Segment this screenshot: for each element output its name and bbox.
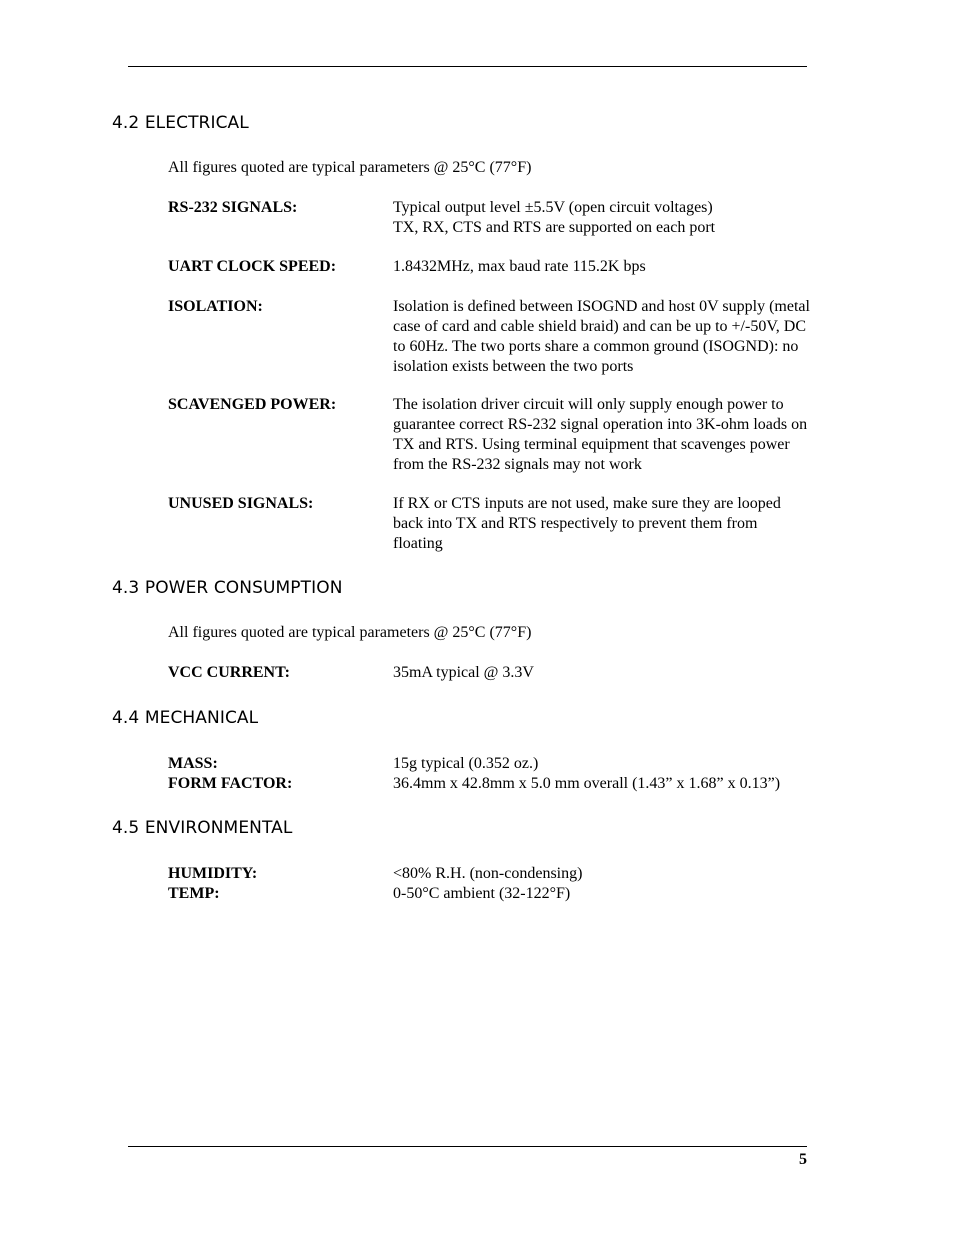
spec-value-line: guarantee correct RS-232 signal operation into 3K-ohm loads on: [393, 416, 808, 433]
spec-label: RS-232 SIGNALS:: [168, 199, 298, 216]
spec-label: UART CLOCK SPEED:: [168, 258, 337, 275]
spec-value: [393, 774, 845, 794]
spec-value-line: 35mA typical @ 3.3V: [393, 664, 534, 681]
spec-value-line: from the RS-232 signals may not work: [393, 456, 642, 473]
section-intro: All figures quoted are typical parameters @ 25°C (77°F): [168, 159, 532, 176]
spec-value-line: back into TX and RTS respectively to prevent them from: [393, 515, 758, 532]
section-heading-power-consumption: 4.3 POWER CONSUMPTION: [112, 578, 343, 598]
spec-value-line: to 60Hz. The two ports share a common ground (ISOGND): no: [393, 338, 799, 355]
spec-value-line: <80% R.H. (non-condensing): [393, 865, 583, 882]
spec-value: [393, 395, 845, 475]
spec-label: FORM FACTOR:: [168, 775, 293, 792]
footer-rule: [128, 1146, 807, 1147]
spec-value-line: 1.8432MHz, max baud rate 115.2K bps: [393, 258, 646, 275]
spec-value-line: floating: [393, 535, 443, 552]
spec-value-line: 0-50°C ambient (32-122°F): [393, 885, 571, 902]
section-intro: All figures quoted are typical parameters @ 25°C (77°F): [168, 624, 532, 641]
page-number: 5: [799, 1151, 807, 1168]
spec-value-line: Typical output level ±5.5V (open circuit voltages): [393, 199, 713, 216]
spec-value-line: The isolation driver circuit will only supply enough power to: [393, 396, 784, 413]
spec-value-line: 15g typical (0.352 oz.): [393, 755, 539, 772]
spec-value: [393, 754, 845, 774]
section-heading-electrical: 4.2 ELECTRICAL: [112, 113, 249, 133]
spec-value: [393, 663, 845, 683]
spec-value: [393, 494, 845, 554]
spec-label: SCAVENGED POWER:: [168, 396, 337, 413]
spec-value-line: TX, RX, CTS and RTS are supported on each port: [393, 219, 716, 236]
spec-value-line: 36.4mm x 42.8mm x 5.0 mm overall (1.43” x 1.68” x 0.13”): [393, 775, 781, 792]
section-heading-mechanical: 4.4 MECHANICAL: [112, 708, 259, 728]
spec-label: VCC CURRENT:: [168, 664, 290, 681]
spec-value-line: If RX or CTS inputs are not used, make sure they are looped: [393, 495, 781, 512]
spec-value-line: case of card and cable shield braid) and can be up to +/-50V, DC: [393, 318, 807, 335]
spec-label: TEMP:: [168, 885, 220, 902]
spec-value: [393, 884, 845, 904]
spec-value-line: isolation exists between the two ports: [393, 358, 634, 375]
spec-value-line: Isolation is defined between ISOGND and host 0V supply (metal: [393, 298, 810, 315]
spec-label: HUMIDITY:: [168, 865, 258, 882]
spec-value: [393, 198, 845, 238]
spec-value: [393, 864, 845, 884]
section-heading-environmental: 4.5 ENVIRONMENTAL: [112, 818, 293, 838]
spec-value: [393, 297, 845, 377]
header-rule: [128, 66, 807, 67]
spec-label: MASS:: [168, 755, 218, 772]
spec-value: [393, 257, 845, 277]
spec-value-line: TX and RTS. Using terminal equipment that scavenges power: [393, 436, 790, 453]
spec-label: ISOLATION:: [168, 298, 263, 315]
spec-label: UNUSED SIGNALS:: [168, 495, 314, 512]
